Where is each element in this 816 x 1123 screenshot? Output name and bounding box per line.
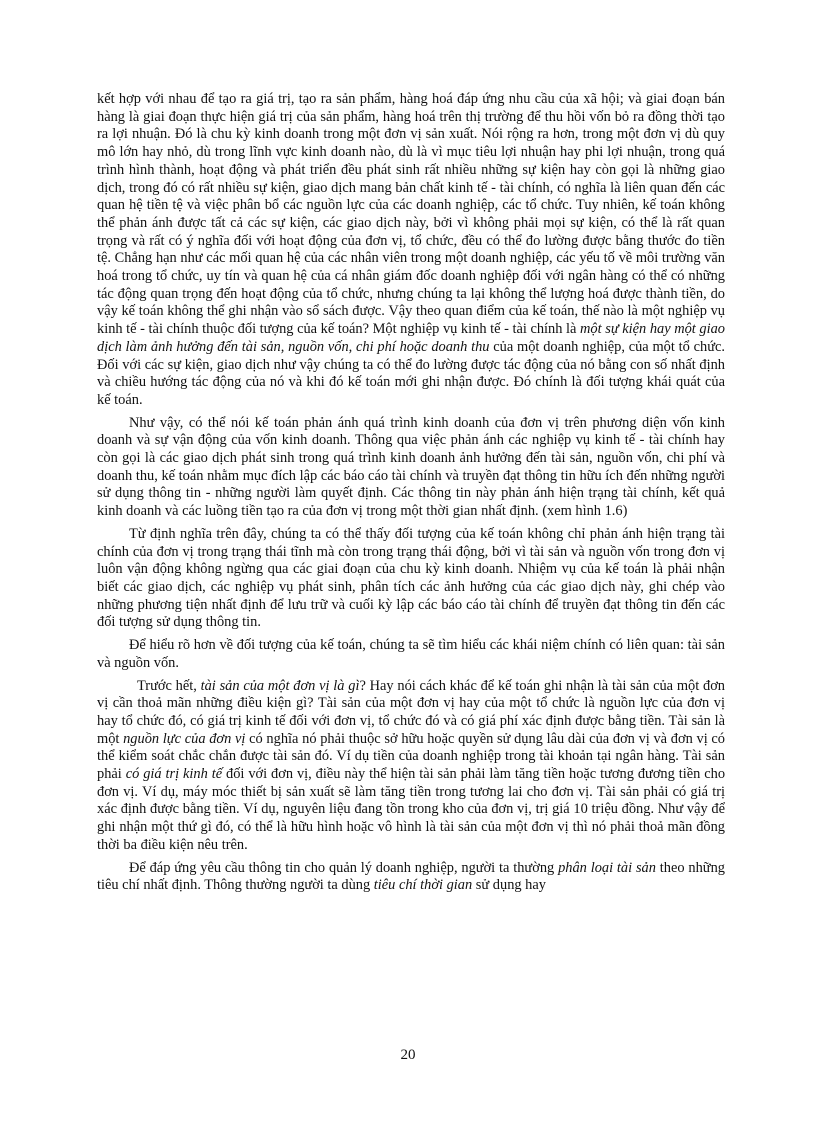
paragraph-3: Từ định nghĩa trên đây, chúng ta có thể thấy đối tượng của kế toán không chỉ phản ánh hiện trạng tài chính của đơn vị trong trạng thái tĩnh mà còn trong trạng thái động, bởi vì tài sản và nguồn vốn trong đơn vị luôn vận động không ngừng qua các giai đoạn của chu kỳ kinh doanh. Nhiệm vụ của kế toán là phải nhận biết các giao dịch, các nghiệp vụ phát sinh, phân tích các ảnh hưởng của các giao dịch này, ghi chép vào những phương tiện nhất định để lưu trữ và cuối kỳ lập các báo cáo tài chính để truyền đạt thông tin đến các đối tượng sử dụng thông tin. (97, 525, 725, 631)
paragraph-5-emphasis-2: nguồn lực của đơn vị (123, 730, 246, 747)
paragraph-1-emphasis: một sự kiện hay một giao dịch làm ảnh hưởng đến tài sản, nguồn vốn, chi phí hoặc doanh thu (97, 321, 725, 355)
paragraph-1 (97, 91, 725, 410)
paragraph-6-emphasis-1: phân loại tài sản (558, 859, 656, 876)
paragraph-5-emphasis-3: có giá trị kinh tế (125, 766, 223, 783)
paragraph-5-emphasis-1: tài sản của một đơn vị là gì (200, 677, 360, 694)
paragraph-6-text-a: Để đáp ứng yêu cầu thông tin cho quản lý doanh nghiệp, người ta thường (129, 859, 559, 876)
paragraph-4: Để hiểu rõ hơn về đối tượng của kế toán, chúng ta sẽ tìm hiểu các khái niệm chính có liên quan: tài sản và nguồn vốn. (97, 637, 725, 671)
paragraph-1-text-b: của một doanh nghiệp, của một tổ chức. Đối với các sự kiện, giao dịch như vậy chúng ta có thể đo lường được tác động của nó bằng con số nhất định và chiều hướng tác động của nó và khi đó kế toán mới ghi nhận được. Đó chính là đối tượng khái quát của kế toán. (97, 338, 725, 408)
paragraph-2: Như vậy, có thể nói kế toán phản ánh quá trình kinh doanh của đơn vị trên phương diện vốn kinh doanh và sự vận động của vốn kinh doanh. Thông qua việc phản ánh các nghiệp vụ kinh tế - tài chính hay còn gọi là các giao dịch phát sinh trong quá trình kinh doanh ảnh hưởng đến tài sản, nguồn vốn, chi phí và doanh thu, kế toán nhằm mục đích lập các báo cáo tài chính và truyền đạt thông tin hữu ích đến những người sử dụng thông tin - những người làm quyết định. Các thông tin này phản ánh hiện trạng tài chính, kết quả kinh doanh và các luồng tiền tạo ra của đơn vị trong một thời gian nhất định. (xem hình 1.6) (97, 414, 725, 520)
paragraph-5-text-b: ? Hay nói cách khác để kế toán ghi nhận là tài sản của một đơn vị cần thoả mãn những điều kiện gì? Tài sản của một đơn vị hay của một tổ chức là nguồn lực của đơn vị hay tổ chức đó, có giá trị kinh tế đối với đơn vị, tổ chức đó và có giá phí xác định được bằng tiền. Tài sản là một (97, 677, 725, 747)
paragraph-5 (97, 678, 725, 855)
paragraph-1-text-a: kết hợp với nhau để tạo ra giá trị, tạo ra sản phẩm, hàng hoá đáp ứng nhu cầu của xã hội; và giai đoạn bán hàng là giai đoạn thực hiện giá trị của sản phẩm, hàng hoá trên thị trường để thu hồi vốn bỏ ra đồng thời tạo ra lợi nhuận. Đó là chu kỳ kinh doanh trong một đơn vị sản xuất. Nói rộng ra hơn, trong một đơn vị dù quy mô lớn hay nhỏ, dù trong lĩnh vực kinh doanh nào, dù là vì mục tiêu lợi nhuận hay phi lợi nhuận, trong quá trình hình thành, hoạt động và phát triển đều phát sinh rất nhiều những sự kiện hay còn gọi là những giao dịch, trong đó có rất nhiều sự kiện, giao dịch mang bản chất kinh tế - tài chính, có nghĩa là liên quan đến các quan hệ tiền tệ và việc phân bổ các nguồn lực của các doanh nghiệp, các tổ chức. Tuy nhiên, kế toán không thể phản ánh được tất cả các sự kiện, các giao dịch này, bởi vì không phải mọi sự kiện, có thể là rất quan trọng và rất có ý nghĩa đối với hoạt động của đơn vị, tổ chức, đều có thể đo lường được bằng thước đo tiền tệ. Chẳng hạn như các mối quan hệ của các nhân viên trong một doanh nghiệp, các yếu tố về môi trường văn hoá trong tổ chức, uy tín và quan hệ của cá nhân giám đốc doanh nghiệp đối với ngân hàng có thể có những tác động quan trọng đến hoạt động của tổ chức, nhưng chúng ta lại không thể lượng hoá được thành tiền, do vậy kế toán không thể ghi nhận vào sổ sách được. Vậy theo quan điểm của kế toán, thế nào là một nghiệp vụ kinh tế - tài chính thuộc đối tượng của kế toán? Một nghiệp vụ kinh tế - tài chính là (97, 91, 725, 338)
paragraph-5-text-c: có nghĩa nó phải thuộc sở hữu hoặc quyền sử dụng lâu dài của đơn vị và đơn vị có thể kiểm soát chắc chắn được tài sản đó. Ví dụ tiền của doanh nghiệp trong tài khoản tại ngân hàng. Tài sản phải (97, 730, 725, 783)
document-body (97, 91, 725, 900)
paragraph-6-text-b: theo những tiêu chí nhất định. Thông thường người ta dùng (97, 859, 725, 894)
paragraph-6-emphasis-2: tiêu chí thời gian (373, 877, 473, 894)
paragraph-5-text-d: đối với đơn vị, điều này thể hiện tài sản phải làm tăng tiền hoặc tương đương tiền cho đơn vị. Ví dụ, máy móc thiết bị sản xuất sẽ làm tăng tiền trong tương lai cho đơn vị. Tài sản phải có giá trị xác định được bằng tiền. Ví dụ, nguyên liệu đang tồn trong kho của đơn vị, trị giá 10 triệu đồng. Như vậy để ghi nhận một thứ gì đó, có thể là hữu hình hoặc vô hình là tài sản của một đơn vị thì nó phải thoả mãn đồng thời ba điều kiện nêu trên. (97, 766, 726, 853)
paragraph-6-text-c: sử dụng hay (472, 877, 546, 894)
paragraph-6 (97, 860, 725, 895)
page-number: 20 (400, 1047, 416, 1063)
paragraph-5-text-a: Trước hết, (137, 677, 201, 694)
